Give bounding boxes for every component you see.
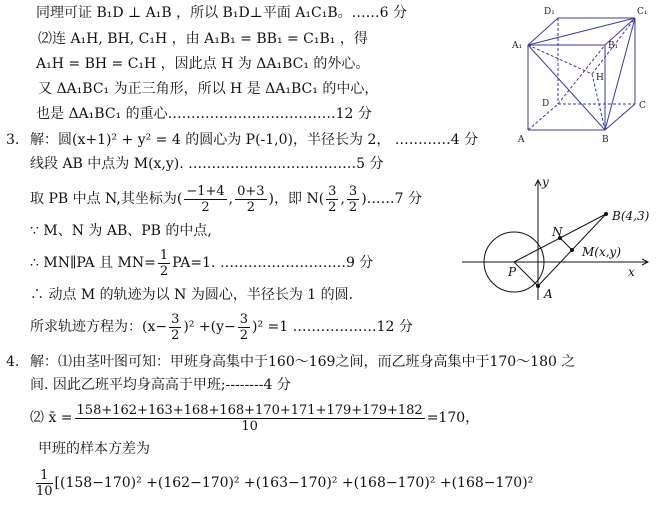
fraction-denominator: 10 — [36, 483, 53, 499]
p4-number: 4. — [6, 354, 20, 370]
fraction — [75, 403, 425, 434]
fraction-denominator: 2 — [239, 327, 249, 343]
fraction-denominator: 2 — [159, 263, 169, 279]
p3-line-3-text-a: 取 PB 中点 N,其坐标为( — [30, 191, 183, 207]
fraction — [184, 184, 226, 215]
fraction-numerator: −1+4 — [186, 183, 225, 199]
p3-line-3-comma: , — [228, 191, 234, 207]
p3-line-7-text-a: 所求轨迹方程为：(x− — [30, 319, 168, 335]
p2-line-3: A₁H = BH = C₁H ，因此点 H 为 ΔA₁BC₁ 的外心。 — [36, 56, 370, 72]
p4-line-2: 间. 因此乙班平均身高高于甲班;--------4 分 — [30, 377, 291, 393]
p3-line-3 — [30, 182, 422, 216]
label-y: y — [542, 175, 549, 189]
p4-line-3-text-a: ⑵ x̄ = — [30, 410, 73, 426]
cube-diagram — [508, 2, 668, 150]
label-x: x — [628, 265, 635, 279]
cube-diagonal — [528, 18, 635, 45]
p4-line-5-text-b: [(158−170)² +(162−170)² +(163−170)² +(168−170)² +(168−170)² — [54, 475, 534, 491]
cube-label-c1: C₁ — [637, 7, 648, 17]
label-b: B(4,3) — [612, 209, 650, 223]
p3-line-7-text-c: )² =1 ………………12 分 — [252, 319, 413, 335]
label-p: P — [508, 265, 517, 279]
p4-line-4: 甲班的样本方差为 — [38, 441, 150, 457]
segment-pa — [514, 262, 538, 286]
p2-line-4: 又 ΔA₁BC₁ 为正三角形，所以 H 是 ΔA₁BC₁ 的中心， — [38, 81, 379, 97]
p4-line-5 — [34, 465, 533, 501]
point-a — [536, 284, 540, 288]
fraction — [36, 468, 53, 499]
fraction-numerator: 158+162+163+168+168+170+171+179+179+182 — [76, 402, 423, 418]
p4-line-3-text-b: =170， — [426, 410, 480, 426]
cube-label-c: C — [639, 101, 646, 111]
p2-line-1: 同理可证 B₁D ⊥ A₁B ，所以 B₁D⊥平面 A₁C₁B。……6 分 — [36, 5, 407, 21]
p3-line-3-comma-2: , — [340, 191, 345, 207]
p3-line-5-text-b: PA=1. ………………………9 分 — [172, 255, 374, 271]
fraction-denominator: 2 — [201, 199, 210, 215]
fraction-denominator: 2 — [348, 199, 358, 215]
fraction — [169, 312, 181, 343]
p2-line-5: 也是 ΔA₁BC₁ 的重心………………………………12 分 — [36, 106, 372, 122]
cube-label-d1: D₁ — [544, 7, 555, 17]
label-n: N — [552, 225, 563, 239]
cube-label-b: B — [602, 135, 609, 145]
fraction-numerator: 0+3 — [237, 183, 265, 199]
fraction-numerator: 1 — [159, 247, 169, 263]
fraction-denominator: 2 — [246, 199, 255, 215]
fraction-numerator: 3 — [171, 311, 180, 327]
p3-line-5-text-a: ∴ MN∥PA 且 MN= — [30, 255, 156, 271]
cube-diagonal-hidden — [528, 45, 592, 74]
label-a: A — [544, 287, 553, 301]
p3-number: 3. — [6, 132, 20, 148]
fraction — [238, 312, 250, 343]
fraction-denominator: 2 — [171, 327, 180, 343]
point-b — [604, 212, 608, 216]
p3-line-3-text-e: )……7 分 — [361, 191, 423, 207]
fraction-numerator: 3 — [239, 311, 249, 327]
fraction — [347, 184, 359, 215]
p3-line-3-text-b: )，即 N( — [268, 191, 325, 207]
cube-diagonal — [528, 45, 605, 130]
p2-line-2: ⑵连 A₁H, BH, C₁H ，由 A₁B₁ = BB₁ = C₁B₁ ，得 — [38, 31, 368, 47]
label-m: M(x,y) — [582, 245, 622, 259]
fraction — [326, 184, 338, 215]
p3-line-2: 线段 AB 中点为 M(x,y). ………………………………5 分 — [30, 156, 384, 172]
segment-nm — [560, 238, 572, 250]
p3-line-5 — [30, 246, 373, 280]
fraction — [158, 248, 170, 279]
p4-line-1: 解：⑴由茎叶图可知：甲班身高集中于160～169之间，而乙班身高集中于170～180 之 — [30, 354, 576, 370]
p3-line-1: 解：圆(x+1)² + y² = 4 的圆心为 P(-1,0)，半径长为 2， …………4 分 — [30, 132, 479, 148]
fraction-numerator: 3 — [348, 183, 358, 199]
fraction-numerator: 3 — [328, 183, 337, 199]
p3-line-6: ∴ 动点 M 的轨迹为以 N 为圆心，半径长为 1 的圆. — [30, 287, 354, 303]
fraction-numerator: 1 — [36, 468, 53, 484]
fraction-denominator: 10 — [241, 418, 258, 434]
cube-label-b1: B₁ — [608, 41, 619, 51]
coordinate-diagram — [458, 170, 658, 310]
cube-label-h: H — [596, 73, 604, 83]
fraction-denominator: 2 — [328, 199, 337, 215]
cube-diagonal — [605, 18, 635, 130]
cube-label-a: A — [518, 135, 525, 145]
p3-line-7 — [30, 310, 413, 344]
p4-line-3 — [30, 398, 479, 438]
cube-label-d: D — [542, 99, 550, 109]
cube-edge — [605, 104, 635, 130]
p3-line-4: ∵ M、N 为 AB、PB 的中点, — [30, 223, 212, 239]
p3-line-7-text-b: )² +(y− — [183, 319, 236, 335]
point-m — [570, 248, 574, 252]
cube-label-a1: A₁ — [512, 41, 523, 51]
fraction — [235, 184, 266, 215]
